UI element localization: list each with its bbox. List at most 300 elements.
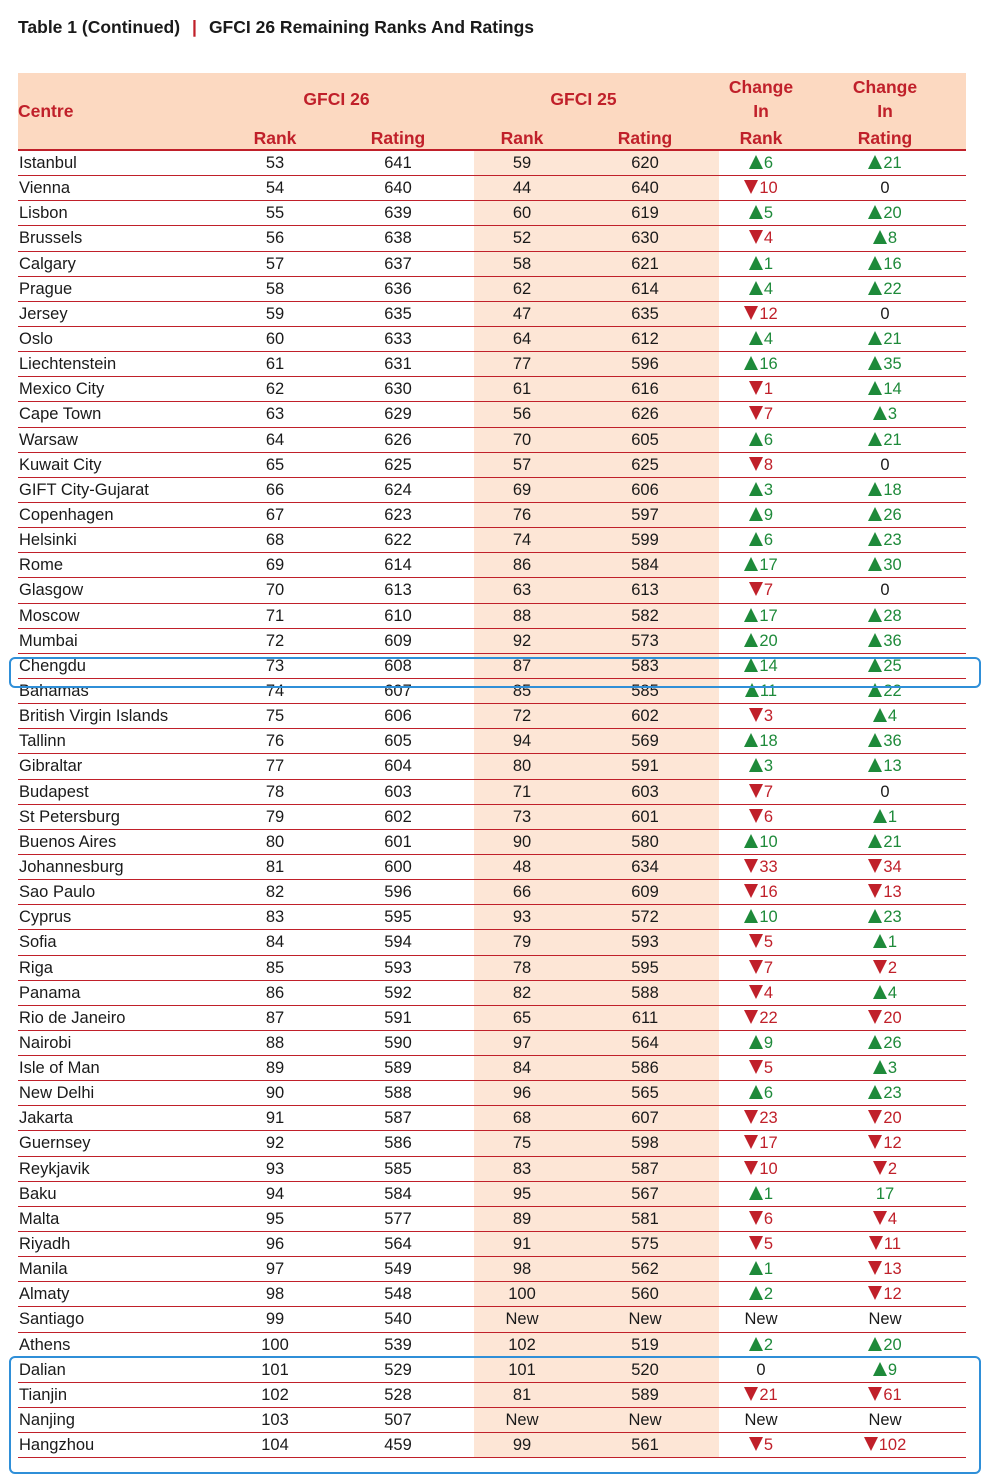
change-value: 4 bbox=[763, 229, 774, 248]
cell-gfci26-rank: 86 bbox=[265, 983, 285, 1002]
cell-gfci26-rank: 85 bbox=[265, 958, 285, 977]
change-value: 5 bbox=[763, 1235, 774, 1254]
cell-change-rank bbox=[721, 402, 801, 426]
cell-centre: Malta bbox=[19, 1209, 60, 1228]
change-value: 18 bbox=[759, 732, 778, 751]
change-value: 7 bbox=[763, 405, 774, 424]
table-row bbox=[18, 1207, 966, 1232]
table-row bbox=[18, 1031, 966, 1056]
triangle-down-icon bbox=[749, 230, 763, 244]
cell-gfci25-rank: New bbox=[505, 1411, 539, 1430]
cell-gfci25-rank: 99 bbox=[512, 1436, 532, 1455]
change-value: 21 bbox=[883, 430, 902, 449]
cell-gfci25-rating: 602 bbox=[631, 707, 659, 726]
cell-change-rating: 0 bbox=[880, 304, 890, 323]
cell-gfci25-rating: 585 bbox=[631, 681, 659, 700]
table-row bbox=[18, 704, 966, 729]
cell-change-rank bbox=[721, 629, 801, 653]
change-value: 9 bbox=[887, 1360, 898, 1379]
cell-change-rank bbox=[721, 956, 801, 980]
cell-gfci25-rank: 75 bbox=[512, 1134, 532, 1153]
cell-change-rating: 0 bbox=[880, 782, 890, 801]
cell-centre: Tianjin bbox=[19, 1385, 67, 1404]
change-value: 4 bbox=[763, 329, 774, 348]
cell-gfci25-rating: 612 bbox=[631, 329, 659, 348]
table-row bbox=[18, 402, 966, 427]
cell-gfci25-rank: 82 bbox=[512, 983, 532, 1002]
cell-gfci26-rank: 69 bbox=[265, 556, 285, 575]
cell-gfci25-rank: 68 bbox=[512, 1109, 532, 1128]
change-value: 4 bbox=[887, 707, 898, 726]
cell-change-rating bbox=[845, 704, 925, 728]
cell-change-rating bbox=[845, 478, 925, 502]
cell-gfci25-rank: 59 bbox=[512, 154, 532, 172]
cell-gfci26-rank: 58 bbox=[265, 279, 285, 298]
cell-gfci26-rank: 57 bbox=[265, 254, 285, 273]
cell-change-rank bbox=[721, 830, 801, 854]
cell-centre: British Virgin Islands bbox=[19, 707, 169, 726]
change-value: 36 bbox=[883, 631, 902, 650]
cell-gfci25-rating: 586 bbox=[631, 1059, 659, 1078]
cell-gfci26-rating: 624 bbox=[384, 480, 412, 499]
cell-gfci25-rank: 79 bbox=[512, 933, 532, 952]
cell-gfci25-rank: 95 bbox=[512, 1184, 532, 1203]
cell-change-rating bbox=[845, 1131, 925, 1155]
cell-gfci26-rating: 609 bbox=[384, 631, 412, 650]
change-value: 17 bbox=[759, 1134, 778, 1153]
cell-centre: Riyadh bbox=[19, 1235, 71, 1254]
cell-gfci26-rating: 635 bbox=[384, 304, 412, 323]
change-value: 1 bbox=[887, 933, 898, 952]
change-value: 34 bbox=[883, 857, 902, 876]
cell-gfci25-rank: 89 bbox=[512, 1209, 532, 1228]
change-value: 33 bbox=[759, 857, 778, 876]
cell-gfci25-rating: 620 bbox=[631, 154, 659, 172]
triangle-up-icon bbox=[749, 205, 763, 219]
triangle-up-icon bbox=[744, 608, 758, 622]
table-row bbox=[18, 604, 966, 629]
cell-gfci25-rating: 583 bbox=[631, 656, 659, 675]
cell-change-rank bbox=[721, 880, 801, 904]
table-row bbox=[18, 1358, 966, 1383]
cell-gfci25-rating: 520 bbox=[631, 1360, 659, 1379]
change-value: 4 bbox=[887, 1209, 898, 1228]
cell-centre: Chengdu bbox=[19, 656, 86, 675]
cell-gfci25-rating: 619 bbox=[631, 204, 659, 223]
triangle-down-icon bbox=[868, 1261, 882, 1275]
table-row bbox=[18, 503, 966, 528]
header-gfci26-rating: Rating bbox=[370, 128, 426, 148]
cell-gfci26-rating: 585 bbox=[384, 1159, 412, 1178]
cell-centre: GIFT City-Gujarat bbox=[19, 480, 149, 499]
cell-change-rank bbox=[721, 805, 801, 829]
cell-change-rank bbox=[721, 754, 801, 778]
cell-change-rank bbox=[721, 1433, 801, 1457]
table-row bbox=[18, 754, 966, 779]
table-row bbox=[18, 453, 966, 478]
cell-gfci25-rating: 598 bbox=[631, 1134, 659, 1153]
change-value: 7 bbox=[763, 958, 774, 977]
cell-gfci26-rank: 73 bbox=[265, 656, 285, 675]
cell-gfci26-rank: 104 bbox=[261, 1436, 289, 1455]
cell-gfci25-rating: 561 bbox=[631, 1436, 659, 1455]
cell-gfci25-rank: 98 bbox=[512, 1260, 532, 1279]
triangle-up-icon bbox=[868, 683, 882, 697]
cell-gfci26-rating: 459 bbox=[384, 1436, 412, 1455]
table-row bbox=[18, 1056, 966, 1081]
triangle-down-icon bbox=[868, 859, 882, 873]
change-value: 21 bbox=[883, 832, 902, 851]
change-value: 35 bbox=[883, 355, 902, 374]
cell-gfci25-rank: 101 bbox=[508, 1360, 536, 1379]
change-value: 2 bbox=[887, 958, 898, 977]
cell-gfci25-rank: 80 bbox=[512, 757, 532, 776]
change-value: 14 bbox=[883, 380, 902, 399]
table-row bbox=[18, 1433, 966, 1458]
cell-change-rating bbox=[845, 1358, 925, 1382]
cell-gfci26-rating: 603 bbox=[384, 782, 412, 801]
table-row bbox=[18, 1282, 966, 1307]
table-row bbox=[18, 855, 966, 880]
cell-change-rank bbox=[721, 252, 801, 276]
cell-gfci25-rating: 588 bbox=[631, 983, 659, 1002]
cell-gfci25-rating: 605 bbox=[631, 430, 659, 449]
change-value: 5 bbox=[763, 933, 774, 952]
cell-gfci26-rank: 90 bbox=[265, 1084, 285, 1103]
cell-gfci25-rank: 97 bbox=[512, 1033, 532, 1052]
cell-gfci26-rank: 62 bbox=[265, 380, 285, 399]
cell-change-rating: New bbox=[868, 1310, 902, 1329]
cell-gfci26-rating: 584 bbox=[384, 1184, 412, 1203]
cell-gfci25-rank: 72 bbox=[512, 707, 532, 726]
change-value: 22 bbox=[883, 681, 902, 700]
table-row bbox=[18, 654, 966, 679]
triangle-up-icon bbox=[868, 658, 882, 672]
triangle-down-icon bbox=[873, 960, 887, 974]
cell-gfci25-rank: 48 bbox=[512, 857, 532, 876]
triangle-down-icon bbox=[868, 884, 882, 898]
cell-gfci25-rating: 613 bbox=[631, 581, 659, 600]
change-value: 3 bbox=[763, 757, 774, 776]
triangle-up-icon bbox=[744, 658, 758, 672]
cell-centre: Buenos Aires bbox=[19, 832, 117, 851]
cell-centre: Mexico City bbox=[19, 380, 105, 399]
table-row bbox=[18, 1408, 966, 1433]
cell-change-rating bbox=[845, 327, 925, 351]
cell-gfci25-rank: 56 bbox=[512, 405, 532, 424]
triangle-up-icon bbox=[744, 909, 758, 923]
cell-centre: Santiago bbox=[19, 1310, 85, 1329]
change-value: 6 bbox=[763, 1084, 774, 1103]
triangle-down-icon bbox=[749, 1236, 763, 1250]
cell-centre: Athens bbox=[19, 1335, 71, 1354]
cell-centre: Riga bbox=[19, 958, 53, 977]
change-value: 7 bbox=[763, 581, 774, 600]
triangle-down-icon bbox=[749, 457, 763, 471]
cell-gfci25-rating: 611 bbox=[631, 1008, 659, 1027]
cell-change-rank bbox=[721, 1131, 801, 1155]
cell-gfci26-rank: 68 bbox=[265, 531, 285, 550]
cell-centre: Calgary bbox=[19, 254, 76, 273]
triangle-down-icon bbox=[749, 582, 763, 596]
cell-gfci26-rank: 91 bbox=[265, 1109, 285, 1128]
cell-change-rank bbox=[721, 302, 801, 326]
table-row bbox=[18, 428, 966, 453]
cell-gfci25-rating: 581 bbox=[631, 1209, 659, 1228]
cell-change-rank bbox=[721, 201, 801, 225]
header-gfci25-rank: Rank bbox=[500, 128, 544, 148]
cell-gfci25-rank: 86 bbox=[512, 556, 532, 575]
cell-gfci26-rating: 564 bbox=[384, 1235, 412, 1254]
table-header bbox=[18, 73, 966, 151]
cell-gfci25-rank: 70 bbox=[512, 430, 532, 449]
cell-change-rank bbox=[721, 1106, 801, 1130]
cell-gfci26-rank: 55 bbox=[265, 204, 285, 223]
cell-change-rank bbox=[721, 277, 801, 301]
table-row bbox=[18, 981, 966, 1006]
cell-change-rank bbox=[721, 1157, 801, 1181]
change-value: 7 bbox=[763, 782, 774, 801]
table-row bbox=[18, 1106, 966, 1131]
table-row bbox=[18, 1257, 966, 1282]
cell-change-rating bbox=[845, 729, 925, 753]
cell-gfci25-rank: 100 bbox=[508, 1285, 536, 1304]
cell-centre: Almaty bbox=[19, 1285, 70, 1304]
change-value: 4 bbox=[887, 983, 898, 1002]
cell-change-rating bbox=[845, 201, 925, 225]
table-row bbox=[18, 880, 966, 905]
triangle-up-icon bbox=[749, 331, 763, 345]
header-change-rank: Change In bbox=[728, 77, 794, 121]
cell-gfci26-rating: 507 bbox=[384, 1411, 412, 1430]
header-centre: Centre bbox=[18, 101, 74, 121]
cell-change-rating bbox=[845, 604, 925, 628]
cell-gfci26-rating: 626 bbox=[384, 430, 412, 449]
table-row bbox=[18, 1131, 966, 1156]
change-value: 9 bbox=[763, 505, 774, 524]
cell-gfci25-rating: 634 bbox=[631, 857, 659, 876]
title-separator: | bbox=[192, 16, 197, 37]
cell-change-rating bbox=[845, 1257, 925, 1281]
cell-change-rank bbox=[721, 604, 801, 628]
cell-change-rank bbox=[721, 1257, 801, 1281]
triangle-up-icon bbox=[868, 507, 882, 521]
change-value: 4 bbox=[763, 983, 774, 1002]
triangle-down-icon bbox=[868, 1110, 882, 1124]
cell-centre: Budapest bbox=[19, 782, 89, 801]
cell-gfci25-rating: 635 bbox=[631, 304, 659, 323]
cell-centre: St Petersburg bbox=[19, 807, 120, 826]
cell-gfci26-rank: 67 bbox=[265, 505, 285, 524]
cell-gfci26-rank: 99 bbox=[265, 1310, 285, 1329]
cell-centre: Jakarta bbox=[19, 1109, 74, 1128]
cell-gfci25-rating: 564 bbox=[631, 1033, 659, 1052]
cell-gfci26-rank: 65 bbox=[265, 455, 285, 474]
change-value: 8 bbox=[887, 229, 898, 248]
table-row bbox=[18, 1383, 966, 1408]
table-row bbox=[18, 201, 966, 226]
cell-change-rating: New bbox=[868, 1411, 902, 1430]
cell-gfci25-rank: 69 bbox=[512, 480, 532, 499]
triangle-up-icon bbox=[868, 356, 882, 370]
cell-change-rating bbox=[845, 1232, 925, 1256]
cell-change-rating bbox=[845, 905, 925, 929]
change-value: 61 bbox=[883, 1385, 902, 1404]
change-value: 20 bbox=[759, 631, 778, 650]
cell-change-rank bbox=[721, 503, 801, 527]
cell-centre: Bahamas bbox=[19, 681, 89, 700]
table-row bbox=[18, 830, 966, 855]
change-value: 30 bbox=[883, 556, 902, 575]
cell-gfci26-rank: 100 bbox=[261, 1335, 289, 1354]
change-value: 17 bbox=[759, 606, 778, 625]
cell-change-rank bbox=[721, 428, 801, 452]
cell-change-rating bbox=[845, 1106, 925, 1130]
cell-gfci26-rating: 638 bbox=[384, 229, 412, 248]
cell-change-rank bbox=[721, 981, 801, 1005]
cell-gfci25-rating: 614 bbox=[631, 279, 659, 298]
cell-change-rating bbox=[845, 252, 925, 276]
cell-change-rating: 0 bbox=[880, 581, 890, 600]
cell-change-rank bbox=[721, 226, 801, 250]
table-body bbox=[18, 151, 966, 1458]
change-value: 12 bbox=[883, 1134, 902, 1153]
cell-gfci25-rank: 88 bbox=[512, 606, 532, 625]
triangle-up-icon bbox=[873, 1362, 887, 1376]
change-value: 25 bbox=[883, 656, 902, 675]
cell-gfci25-rank: 94 bbox=[512, 732, 532, 751]
triangle-up-icon bbox=[868, 281, 882, 295]
table-row bbox=[18, 327, 966, 352]
cell-change-rating bbox=[845, 503, 925, 527]
cell-gfci26-rank: 84 bbox=[265, 933, 285, 952]
cell-centre: Warsaw bbox=[19, 430, 78, 449]
cell-gfci25-rank: 52 bbox=[512, 229, 532, 248]
cell-gfci25-rank: New bbox=[505, 1310, 539, 1329]
cell-change-rank bbox=[721, 1031, 801, 1055]
cell-gfci25-rating: 603 bbox=[631, 782, 659, 801]
change-value: 5 bbox=[763, 1059, 774, 1078]
cell-change-rating bbox=[845, 830, 925, 854]
change-value: 21 bbox=[883, 154, 902, 172]
cell-change-rating bbox=[845, 1157, 925, 1181]
cell-gfci25-rating: 582 bbox=[631, 606, 659, 625]
change-value: 10 bbox=[759, 832, 778, 851]
triangle-up-icon bbox=[868, 758, 882, 772]
table-row bbox=[18, 252, 966, 277]
cell-change-rating bbox=[845, 1207, 925, 1231]
cell-change-rating bbox=[845, 1333, 925, 1357]
cell-centre: Cyprus bbox=[19, 908, 72, 927]
cell-gfci25-rank: 71 bbox=[512, 782, 532, 801]
change-value: 10 bbox=[759, 1159, 778, 1178]
triangle-down-icon bbox=[744, 180, 758, 194]
cell-change-rank bbox=[721, 855, 801, 879]
cell-change-rating bbox=[845, 1056, 925, 1080]
triangle-up-icon bbox=[868, 155, 882, 169]
cell-gfci25-rank: 96 bbox=[512, 1084, 532, 1103]
change-value: 18 bbox=[883, 480, 902, 499]
cell-gfci26-rating: 622 bbox=[384, 531, 412, 550]
cell-gfci26-rank: 92 bbox=[265, 1134, 285, 1153]
triangle-down-icon bbox=[744, 859, 758, 873]
cell-centre: Sofia bbox=[19, 933, 57, 952]
change-value: 1 bbox=[887, 807, 898, 826]
cell-gfci25-rank: 47 bbox=[512, 304, 532, 323]
cell-gfci26-rating: 630 bbox=[384, 380, 412, 399]
header-gfci25: GFCI 25 bbox=[550, 89, 617, 109]
cell-change-rank bbox=[721, 1182, 801, 1206]
cell-gfci25-rank: 61 bbox=[512, 380, 532, 399]
cell-gfci26-rank: 53 bbox=[265, 154, 285, 172]
cell-change-rank bbox=[721, 327, 801, 351]
cell-gfci26-rank: 78 bbox=[265, 782, 285, 801]
cell-gfci26-rating: 594 bbox=[384, 933, 412, 952]
cell-gfci25-rank: 62 bbox=[512, 279, 532, 298]
cell-gfci25-rank: 90 bbox=[512, 832, 532, 851]
cell-gfci25-rating: 601 bbox=[631, 807, 659, 826]
change-value: 1 bbox=[763, 1184, 774, 1203]
cell-gfci26-rank: 56 bbox=[265, 229, 285, 248]
cell-gfci26-rank: 77 bbox=[265, 757, 285, 776]
change-value: 6 bbox=[763, 531, 774, 550]
cell-change-rank: New bbox=[744, 1411, 778, 1430]
cell-gfci26-rank: 93 bbox=[265, 1159, 285, 1178]
triangle-up-icon bbox=[749, 758, 763, 772]
cell-change-rating bbox=[845, 277, 925, 301]
cell-centre: Mumbai bbox=[19, 631, 78, 650]
cell-gfci25-rating: 597 bbox=[631, 505, 659, 524]
cell-gfci25-rating: 609 bbox=[631, 883, 659, 902]
table-row bbox=[18, 1182, 966, 1207]
cell-gfci26-rank: 63 bbox=[265, 405, 285, 424]
cell-centre: Nairobi bbox=[19, 1033, 72, 1052]
triangle-up-icon bbox=[749, 1186, 763, 1200]
cell-gfci25-rating: 569 bbox=[631, 732, 659, 751]
cell-change-rating bbox=[845, 629, 925, 653]
table-row bbox=[18, 478, 966, 503]
cell-gfci25-rating: 587 bbox=[631, 1159, 659, 1178]
change-value: 2 bbox=[763, 1285, 774, 1304]
cell-gfci26-rank: 79 bbox=[265, 807, 285, 826]
triangle-down-icon bbox=[744, 1387, 758, 1401]
triangle-down-icon bbox=[873, 1211, 887, 1225]
triangle-up-icon bbox=[744, 557, 758, 571]
cell-gfci26-rating: 631 bbox=[384, 355, 412, 374]
change-value: 23 bbox=[883, 531, 902, 550]
triangle-down-icon bbox=[873, 1161, 887, 1175]
cell-gfci25-rating: 573 bbox=[631, 631, 659, 650]
table-row bbox=[18, 629, 966, 654]
cell-centre: Rome bbox=[19, 556, 64, 575]
cell-gfci26-rating: 587 bbox=[384, 1109, 412, 1128]
cell-centre: Lisbon bbox=[19, 204, 68, 223]
cell-gfci26-rating: 590 bbox=[384, 1033, 412, 1052]
cell-gfci26-rating: 633 bbox=[384, 329, 412, 348]
cell-gfci25-rating: 630 bbox=[631, 229, 659, 248]
cell-gfci25-rating: New bbox=[628, 1411, 662, 1430]
triangle-down-icon bbox=[868, 1286, 882, 1300]
triangle-up-icon bbox=[749, 1261, 763, 1275]
cell-centre: Rio de Janeiro bbox=[19, 1008, 126, 1027]
cell-change-rating bbox=[845, 1006, 925, 1030]
cell-gfci25-rank: 73 bbox=[512, 807, 532, 826]
table-row bbox=[18, 277, 966, 302]
cell-gfci26-rating: 589 bbox=[384, 1059, 412, 1078]
cell-change-rating bbox=[845, 226, 925, 250]
cell-gfci26-rating: 600 bbox=[384, 857, 412, 876]
cell-change-rating bbox=[845, 377, 925, 401]
